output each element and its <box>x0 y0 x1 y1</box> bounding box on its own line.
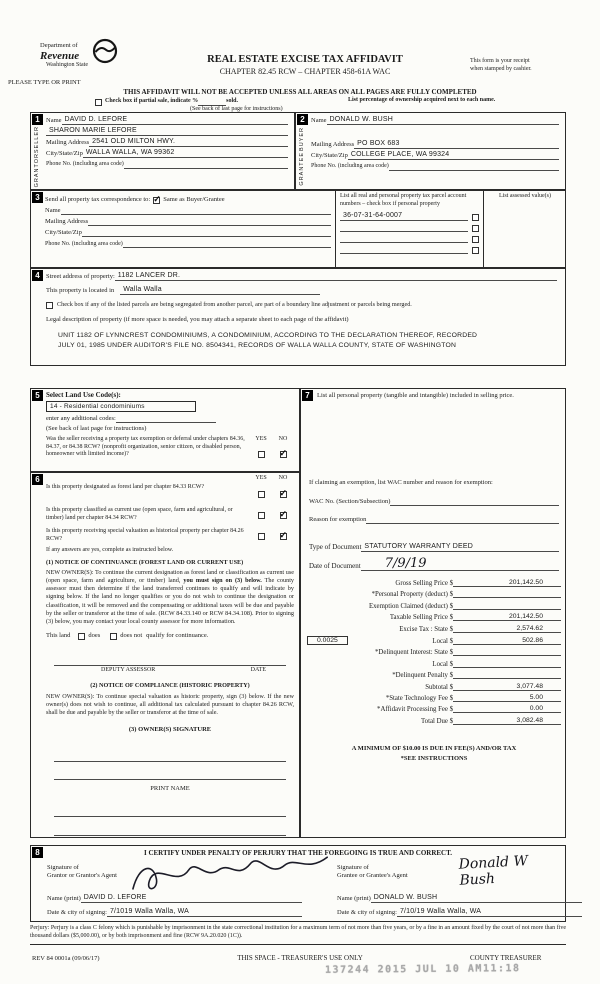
wac-label: WAC No. (Section/Subsection) <box>309 497 391 505</box>
send-correspondence-row <box>45 196 331 204</box>
correspondence-block <box>45 194 331 250</box>
corr-name-row <box>45 206 331 215</box>
partial-sale-label: Check box if partial sale, indicate % <box>105 98 199 105</box>
fee-row-subtotal: Subtotal $ 3,077.48 <box>307 683 561 691</box>
fee-row-excise-local: 0.0025 Local $ 502.86 <box>307 636 561 645</box>
legal-line-2: JULY 01, 1985 UNDER AUDITOR'S FILE NO. 8504341, RECORDS OF WALLA WALLA COUNTY, STATE OF WASHINGTON <box>58 341 457 349</box>
additional-codes-label: enter any additional codes: <box>46 415 116 422</box>
print-name-line-2[interactable] <box>54 821 286 836</box>
historic-question: Is this property receiving special valuation as historical property per chapter 84.26 RCW? <box>46 528 244 542</box>
yes-column-header: YES <box>255 475 267 481</box>
does-checkbox[interactable] <box>78 633 85 640</box>
parcel-3-field <box>340 234 468 243</box>
grantee-name-print-value: DONALD W. BUSH <box>371 894 582 903</box>
county-treasurer-label: COUNTY TREASURER <box>470 954 542 962</box>
same-as-buyer-checkbox[interactable] <box>153 197 160 204</box>
form-title: REAL ESTATE EXCISE TAX AFFIDAVIT <box>207 54 403 65</box>
legal-description-label: Legal description of property (if more space is needed, you may attach a separate sheet to each page of the affidavit) <box>46 316 349 324</box>
same-as-buyer-label: Same as Buyer/Grantee <box>163 196 225 203</box>
section-5-number: 5 <box>32 390 43 401</box>
no-column-header: NO <box>278 475 288 481</box>
buyer-mailing-value: PO BOX 683 <box>354 140 559 149</box>
section-seller <box>30 112 295 190</box>
receipt-note <box>470 58 575 74</box>
section-8-number: 8 <box>32 847 43 858</box>
parcel-2-field <box>340 223 468 232</box>
parcel-header: List all real and personal property tax parcel account numbers – check box if personal property <box>340 193 467 207</box>
corr-name-label: Name <box>45 207 61 214</box>
print-name-label: PRINT NAME <box>150 784 190 792</box>
seller-name-row <box>46 116 288 125</box>
legal-line-1: UNIT 1182 OF LYNNCREST CONDOMINIUMS, A CONDOMINIUM, ACCORDING TO THE DECLARATION THEREOF, RECORDED <box>58 331 478 339</box>
seller-csz-label: City/State/Zip <box>46 149 83 157</box>
forest-land-question: Is this property designated as forest land per chapter 84.33 RCW? <box>46 483 205 490</box>
forest-land-question-row <box>46 484 294 502</box>
seller-side-label <box>31 126 42 187</box>
grantee-sig-of: Signature of <box>337 864 369 871</box>
reason-field <box>366 515 559 524</box>
form-title-block <box>140 54 470 77</box>
receipt-note-line1: This form is your receipt <box>470 58 530 64</box>
parcel-1-personal-checkbox[interactable] <box>472 214 479 221</box>
fee-row-gross: Gross Selling Price $ 201,142.50 <box>307 579 561 587</box>
does-not-checkbox[interactable] <box>110 633 117 640</box>
buyer-csz-label: City/State/Zip <box>311 151 348 159</box>
deputy-assessor-signature-line[interactable] <box>54 651 286 666</box>
claiming-exemption-label: If claiming an exemption, list WAC number and reason for exemption: <box>309 479 493 486</box>
cashier-stamp: 137244 2015 JUL 10 AM11:18 <box>324 963 521 976</box>
street-address-value: 1182 LANCER DR. <box>115 272 557 281</box>
segregated-checkbox[interactable] <box>46 302 53 309</box>
parcel-row-4 <box>340 245 479 254</box>
street-address-label: Street address of property: <box>46 272 115 280</box>
grantee-label: GRANTEE <box>298 152 305 186</box>
corr-csz-label: City/State/Zip <box>45 229 82 236</box>
treasurer-space-label: THIS SPACE - TREASURER'S USE ONLY <box>237 954 363 962</box>
exemption-yes-checkbox[interactable] <box>258 451 265 458</box>
segregated-row <box>46 301 557 309</box>
corr-mailing-field <box>88 217 331 226</box>
please-type-label: PLEASE TYPE OR PRINT <box>8 79 81 86</box>
agency-dept-line: Department of <box>40 42 78 49</box>
exemption-question-text: Was the seller receiving a property tax exemption or deferral under chapters 84.36, 84.37, or 84.38 RCW? (nonprofit organization, senior citizen, or disabled person, homeowner with limited income)? <box>46 435 245 458</box>
grantee-sig-label: Grantee or Grantee's Agent <box>337 872 408 880</box>
no-header: NO <box>278 435 288 442</box>
exemption-no-col <box>272 436 294 462</box>
grantor-sig-of: Signature of <box>47 864 79 871</box>
section-tax <box>300 388 566 838</box>
seller-mailing-row <box>46 138 288 147</box>
partial-sale-percent-field <box>198 97 226 106</box>
grantor-signature-caption <box>47 864 117 881</box>
buyer-name-value: DONALD W. BUSH <box>327 116 559 125</box>
seller-label: SELLER <box>33 126 40 154</box>
grantor-date-city-label: Date & city of signing: <box>47 908 107 916</box>
street-address-row <box>46 272 557 281</box>
land-use-code-box[interactable]: 14 - Residential condominiums <box>46 401 196 412</box>
see-back-note: (See back of last page for instructions) <box>190 106 283 112</box>
ownership-note: List percentage of ownership acquired next to each name. <box>348 97 496 103</box>
historic-question-row <box>46 526 294 544</box>
section-4-number: 4 <box>32 270 43 281</box>
if-yes-note: If any answers are yes, complete as instructed below. <box>46 546 174 553</box>
buyer-mailing-label: Mailing Address <box>311 140 355 148</box>
form-chapter: CHAPTER 82.45 RCW – CHAPTER 458-61A WAC <box>219 66 391 76</box>
buyer-name-label: Name <box>311 116 327 124</box>
buyer-phone-label: Phone No. (including area code) <box>311 163 389 170</box>
additional-codes-field <box>116 414 216 423</box>
does-label: does <box>88 632 101 640</box>
section-correspondence <box>30 190 566 268</box>
seller-name2-row <box>46 127 288 136</box>
warning-line: THIS AFFIDAVIT WILL NOT BE ACCEPTED UNLESS ALL AREAS ON ALL PAGES ARE FULLY COMPLETED <box>123 88 477 96</box>
qualify-label: qualify for continuance. <box>146 632 209 640</box>
wac-row <box>309 497 559 506</box>
partial-sale-row <box>95 97 345 106</box>
corr-csz-row <box>45 228 331 237</box>
send-correspondence-label: Send all property tax correspondence to: <box>45 196 151 203</box>
fee-table <box>307 579 561 728</box>
doc-type-label: Type of Document <box>309 543 362 551</box>
located-in-label: This property is located in <box>46 286 115 294</box>
parcel-block <box>335 191 483 267</box>
section-3-number: 3 <box>32 192 43 203</box>
receipt-note-line2: when stamped by cashier. <box>470 65 532 72</box>
this-land-label: This land <box>46 632 71 640</box>
corr-name-field <box>61 206 331 215</box>
deputy-assessor-label: DEPUTY ASSESSOR <box>101 666 156 673</box>
yes-header: YES <box>255 435 267 442</box>
yesno-header-row <box>46 475 294 483</box>
grantee-date-city-row <box>337 908 582 917</box>
seller-mailing-label: Mailing Address <box>46 138 90 146</box>
fee-row-total-due: Total Due $ 3,082.48 <box>307 717 561 725</box>
current-use-question: Is this property classified as current use (open space, farm and agricultural, or timber) land per chapter 84.34 RCW? <box>46 507 233 521</box>
reason-row <box>309 515 559 524</box>
personal-property-label: List all personal property (tangible and intangible) included in selling price. <box>317 392 514 399</box>
exemption-yes-col <box>250 436 272 462</box>
seller-phone-field <box>124 160 288 169</box>
section-1-number: 1 <box>32 114 43 125</box>
seller-name-value: DAVID D. LEFORE <box>62 116 288 125</box>
grantee-signature-caption <box>337 864 408 881</box>
fee-row-exemption-claimed: Exemption Claimed (deduct) $ <box>307 602 561 610</box>
forest-no-checkbox[interactable] <box>280 491 287 498</box>
deputy-assessor-caption-row <box>46 667 294 675</box>
parcel-4-field <box>340 245 468 254</box>
seller-csz-value: WALLA WALLA, WA 99362 <box>83 149 288 158</box>
doc-date-value: 7/9/19 <box>361 557 559 571</box>
buyer-label: BUYER <box>298 127 305 152</box>
seller-mailing-value: 2541 OLD MILTON HWY. <box>89 138 288 147</box>
historic-no-checkbox[interactable] <box>280 533 287 540</box>
exemption-no-checkbox[interactable] <box>280 451 287 458</box>
corr-phone-row <box>45 239 331 248</box>
deputy-date-label: DATE <box>250 666 266 673</box>
seller-name2-value: SHARON MARIE LEFORE <box>46 127 288 136</box>
grantor-label: GRANTOR <box>33 153 40 188</box>
see-instructions-note: *SEE INSTRUCTIONS <box>400 755 468 762</box>
notice1-pre: NEW OWNER(S): To continue the current designation as forest land or classification as current use (open space, farm and agriculture, or timber) land, <box>46 568 294 584</box>
grantor-sig-label: Grantor or Grantor's Agent <box>47 872 117 880</box>
corr-phone-field <box>123 239 331 248</box>
section-buyer <box>295 112 566 190</box>
grantor-name-print-value: DAVID D. LEFORE <box>81 894 302 903</box>
fee-row-delinquent-interest-local: Local $ <box>307 660 561 668</box>
agency-state: Washington State <box>46 62 89 69</box>
agency-name: Revenue <box>40 50 80 63</box>
section-property <box>30 268 566 366</box>
local-rate-box: 0.0025 <box>307 636 348 645</box>
notice2-body: NEW OWNER(S): To continue special valuation as historic property, sign (3) below. If the new owner(s) does not wish to continue, all additional tax calculated pursuant to chapter 84.26 RCW, shall be due and payable by the seller or transferor at the time of sale. <box>46 692 294 716</box>
corr-csz-field <box>82 228 331 237</box>
buyer-phone-row <box>311 162 559 171</box>
owner-signature-line-2[interactable] <box>54 765 286 780</box>
certify-statement: I CERTIFY UNDER PENALTY OF PERJURY THAT THE FOREGOING IS TRUE AND CORRECT. <box>143 849 452 857</box>
owners-signature-title: (3) OWNER(S) SIGNATURE <box>128 726 212 734</box>
grantor-name-print-row <box>47 894 302 903</box>
revenue-logo-icon <box>92 38 118 64</box>
reason-label: Reason for exemption <box>309 515 367 523</box>
notice1-post: The county assessor must then determine if the land transferred continues to qualify and will indicate by signing below. If the land no longer qualifies or you do not wish to continue the designation or classification, it will be removed and the compensating or additional taxes will be due and payable by the seller or transferor at the time of sale. (RCW 84.33.140 or RCW 84.34.108). Prior to signing (3) below, you may contact your local county assessor for more information. <box>46 576 295 625</box>
seller-phone-label: Phone No. (including area code) <box>46 161 124 168</box>
section-2-number: 2 <box>297 114 308 125</box>
section-certification <box>30 845 566 922</box>
grantee-date-city-value: 7/10/19 Walla Walla, WA <box>397 908 582 917</box>
buyer-phone-field <box>389 162 559 171</box>
land-use-label: Select Land Use Code(s): <box>46 391 121 399</box>
qualify-row <box>46 632 294 640</box>
parcel-row-3 <box>340 234 479 243</box>
seller-phone-row <box>46 160 288 169</box>
buyer-csz-row <box>311 151 559 160</box>
notice1-title: (1) NOTICE OF CONTINUANCE (FOREST LAND OR CURRENT USE) <box>46 558 244 566</box>
fee-row-personal-property: *Personal Property (deduct) $ <box>307 590 561 598</box>
assessed-block <box>483 191 566 267</box>
current-use-yes-checkbox[interactable] <box>258 512 265 519</box>
located-in-row <box>46 286 557 295</box>
doc-date-label: Date of Document <box>309 561 361 570</box>
buyer-mailing-row <box>311 140 559 149</box>
section-land-use <box>30 388 300 472</box>
sold-label: sold. <box>226 98 239 105</box>
doc-date-row <box>309 557 559 571</box>
fee-row-delinquent-interest-state: *Delinquent Interest: State $ <box>307 648 561 656</box>
grantor-date-city-row <box>47 908 302 917</box>
section-7-number: 7 <box>302 390 313 401</box>
legal-description-text <box>58 331 557 351</box>
assessed-header: List assessed value(s) <box>499 193 551 199</box>
buyer-side-label <box>296 126 307 187</box>
forest-yes-checkbox[interactable] <box>258 491 265 498</box>
doc-type-row <box>309 543 559 552</box>
grantee-signature[interactable]: Donald W Bush <box>458 853 529 889</box>
owner-signature-line-1[interactable] <box>54 747 286 762</box>
parcel-2-personal-checkbox[interactable] <box>472 225 479 232</box>
exemption-question-row <box>46 436 294 462</box>
buyer-spacer <box>311 127 559 138</box>
fee-row-state-technology: *State Technology Fee $ 5.00 <box>307 694 561 702</box>
section5-see-back: (See back of last page for instructions) <box>46 425 147 433</box>
segregated-label: Check box if any of the listed parcels are being segregated from another parcel, are part of a boundary line adjustment or parcels being merged. <box>57 301 412 308</box>
corr-mailing-label: Mailing Address <box>45 218 89 225</box>
seller-name-label: Name <box>46 116 62 124</box>
notice2-title: (2) NOTICE OF COMPLIANCE (HISTORIC PROPERTY) <box>90 682 250 690</box>
grantee-date-city-label: Date & city of signing: <box>337 908 397 916</box>
fee-row-taxable: Taxable Selling Price $ 201,142.50 <box>307 613 561 621</box>
wac-field <box>390 497 559 506</box>
current-use-question-row <box>46 505 294 523</box>
seller-csz-row <box>46 149 288 158</box>
corr-phone-label: Phone No. (including area code) <box>45 240 123 247</box>
section-continuance <box>30 472 300 838</box>
print-name-line-1[interactable] <box>54 802 286 817</box>
fee-row-excise-state: Excise Tax : State $ 2,574.62 <box>307 625 561 633</box>
additional-codes-row <box>46 414 216 423</box>
historic-yes-checkbox[interactable] <box>258 533 265 540</box>
grantee-name-print-row <box>337 894 582 903</box>
buyer-csz-value: COLLEGE PLACE, WA 99324 <box>348 151 559 160</box>
grantor-date-city-value: 7/1019 Walla Walla, WA <box>107 908 302 917</box>
notice1-body <box>46 569 294 626</box>
partial-sale-checkbox[interactable] <box>95 99 102 106</box>
parcel-3-personal-checkbox[interactable] <box>472 236 479 243</box>
grantor-name-print-label: Name (print) <box>47 894 81 902</box>
located-in-value: Walla Walla <box>120 286 320 295</box>
buyer-name-row <box>311 116 559 125</box>
notice1-bold: you must sign on (3) below. <box>183 576 262 584</box>
current-use-no-checkbox[interactable] <box>280 512 287 519</box>
fee-row-affidavit-processing: *Affidavit Processing Fee $ 0.00 <box>307 705 561 713</box>
parcel-4-personal-checkbox[interactable] <box>472 247 479 254</box>
section-6-number: 6 <box>32 474 43 485</box>
parcel-number-value: 36-07-31-64-0007 <box>340 212 468 221</box>
doc-type-value: STATUTORY WARRANTY DEED <box>361 543 559 552</box>
grantee-name-print-label: Name (print) <box>337 894 371 902</box>
parcel-row-1 <box>340 212 479 221</box>
perjury-notice: Perjury: Perjury is a class C felony which is punishable by imprisonment in the state correctional institution for a maximum term of not more than five years, or by a fine in an amount fixed by the court of not more than five thousand dollars ($5,000.00), or by both imprisonment and fine (RCW 9A.20.020 (1C)). <box>30 925 566 945</box>
does-not-label: does not <box>120 632 143 640</box>
parcel-row-2 <box>340 223 479 232</box>
form-rev-number: REV 84 0001a (09/06/17) <box>32 955 100 962</box>
fee-row-delinquent-penalty: *Delinquent Penalty $ <box>307 671 561 679</box>
minimum-due-note: A MINIMUM OF $10.00 IS DUE IN FEE(S) AND/OR TAX <box>351 745 517 752</box>
corr-mailing-row <box>45 217 331 226</box>
